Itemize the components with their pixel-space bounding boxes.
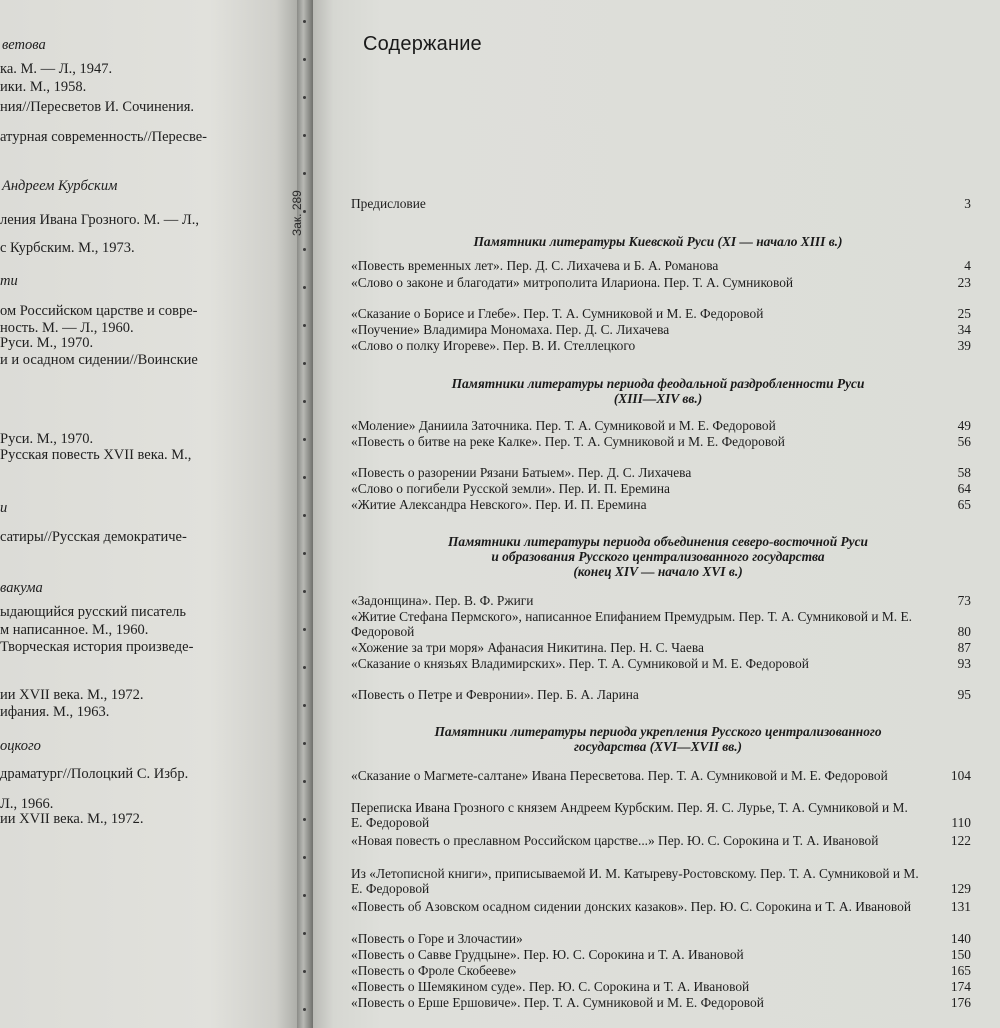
right-page — [313, 0, 1000, 1028]
toc-entry-page: 95 — [957, 687, 971, 702]
section-heading-line: Памятники литературы Киевской Руси (XI — начало XIII в.) — [473, 234, 843, 249]
toc-entry-page: 49 — [957, 418, 971, 433]
left-page — [0, 0, 300, 1028]
left-page-line: ния//Пересветов И. Сочинения. — [0, 99, 195, 115]
stitch-mark — [303, 666, 306, 669]
toc-entry-page: 65 — [957, 497, 971, 512]
toc-entry-title: «Сказание о князьях Владимирских». Пер. Т. А. Сумниковой и М. Е. Федоровой — [351, 656, 809, 671]
toc-entry[interactable] — [351, 980, 971, 995]
toc-entry[interactable] — [351, 276, 971, 291]
left-page-line: сатиры//Русская демократиче- — [0, 529, 187, 545]
toc-entry-page: 129 — [950, 880, 971, 896]
toc-entry[interactable] — [351, 435, 971, 450]
toc-entry-title: «Повесть об Азовском осадном сидении донских казаков». Пер. Ю. С. Сорокина и Т. А. Ивановой — [351, 899, 911, 914]
toc-entry[interactable] — [351, 932, 971, 947]
stitch-mark — [303, 552, 306, 555]
toc-entry-title: «Хожение за три моря» Афанасия Никитина. Пер. Н. С. Чаева — [351, 640, 704, 655]
stitch-mark — [303, 362, 306, 365]
left-page-line: м написанное. М., 1960. — [0, 622, 149, 638]
toc-entry[interactable] — [351, 197, 971, 212]
stitch-mark — [303, 20, 306, 23]
toc-entry[interactable] — [351, 964, 971, 979]
toc-entry-page: 104 — [950, 768, 971, 783]
section-heading-line: Памятники литературы периода укрепления Русского централизованного — [434, 724, 882, 739]
toc-entry[interactable] — [351, 867, 971, 896]
stitch-mark — [303, 894, 306, 897]
left-page-line: Андреем Курбским — [2, 178, 118, 194]
toc-entry-page: 93 — [957, 656, 971, 671]
toc-entry-page: 56 — [957, 434, 971, 449]
left-page-line: ка. М. — Л., 1947. — [0, 61, 113, 77]
section-heading — [353, 534, 963, 579]
stitch-mark — [303, 704, 306, 707]
left-page-line: Л., 1966. — [0, 796, 54, 812]
stitch-mark — [303, 932, 306, 935]
stitch-mark — [303, 590, 306, 593]
left-page-line: ии XVII века. М., 1972. — [0, 687, 144, 703]
toc-entry-title: Переписка Ивана Грозного с князем Андреем Курбским. Пер. Я. С. Лурье, Т. А. Сумниковой и М. Е. Федоровой — [351, 800, 908, 830]
stitch-mark — [303, 134, 306, 137]
stitch-mark — [303, 324, 306, 327]
stitch-mark — [303, 1008, 306, 1011]
stitch-mark — [303, 286, 306, 289]
toc-entry-page: 39 — [957, 338, 971, 353]
left-page-line: ии XVII века. М., 1972. — [0, 811, 144, 827]
left-page-line: ветова — [2, 37, 46, 53]
left-page-line: ыдающийся русский писатель — [0, 604, 186, 620]
toc-entry[interactable] — [351, 610, 971, 639]
toc-entry-title: «Повесть о Петре и Февронии». Пер. Б. А. Ларина — [351, 687, 639, 702]
stitch-mark — [303, 248, 306, 251]
toc-entry[interactable] — [351, 466, 971, 481]
toc-entry-title: «Повесть о разорении Рязани Батыем». Пер. Д. С. Лихачева — [351, 465, 692, 480]
toc-entry-title: «Слово о законе и благодати» митрополита Илариона. Пер. Т. А. Сумниковой — [351, 275, 794, 290]
stitch-mark — [303, 58, 306, 61]
toc-entry-title: «Сказание о Борисе и Глебе». Пер. Т. А. Сумниковой и М. Е. Федоровой — [351, 306, 764, 321]
toc-entry-title: «Моление» Даниила Заточника. Пер. Т. А. Сумниковой и М. Е. Федоровой — [351, 418, 776, 433]
left-page-line: ления Ивана Грозного. М. — Л., — [0, 212, 200, 228]
toc-entry[interactable] — [351, 323, 971, 338]
left-page-line: Руси. М., 1970. — [0, 335, 94, 351]
toc-entry-page: 23 — [957, 275, 971, 290]
section-heading — [353, 376, 963, 406]
toc-entry-title: «Повесть о Горе и Злочастии» — [351, 931, 523, 946]
section-heading-line: Памятники литературы периода объединения северо-восточной Руси — [448, 534, 868, 549]
toc-entry-title: «Житие Стефана Пермского», написанное Епифанием Премудрым. Пер. Т. А. Сумниковой и М. Е. Федоровой — [351, 609, 913, 639]
toc-entry-title: «Повесть о Ерше Ершовиче». Пер. Т. А. Сумниковой и М. Е. Федоровой — [351, 995, 764, 1010]
toc-entry-page: 3 — [964, 196, 971, 211]
toc-entry-title: «Повесть о Шемякином суде». Пер. Ю. С. Сорокина и Т. А. Ивановой — [351, 979, 750, 994]
toc-entry[interactable] — [351, 498, 971, 513]
stitch-mark — [303, 400, 306, 403]
stitch-mark — [303, 970, 306, 973]
section-heading-line: Памятники литературы периода феодальной раздробленности Руси — [451, 376, 865, 391]
page-title: Содержание — [363, 33, 482, 55]
toc-entry[interactable] — [351, 594, 971, 609]
left-page-line: Руси. М., 1970. — [0, 431, 94, 447]
toc-entry-page: 122 — [950, 833, 971, 848]
toc-entry-title: Предисловие — [351, 196, 426, 211]
toc-entry-title: «Слово о погибели Русской земли». Пер. И. П. Еремина — [351, 481, 670, 496]
toc-entry-page: 165 — [950, 963, 971, 978]
section-heading-line: (конец XIV — начало XVI в.) — [573, 564, 743, 579]
toc-entry-title: «Задонщина». Пер. В. Ф. Ржиги — [351, 593, 534, 608]
toc-entry-page: 174 — [950, 979, 971, 994]
stitch-mark — [303, 628, 306, 631]
toc-entry[interactable] — [351, 307, 971, 322]
stitch-mark — [303, 96, 306, 99]
left-page-line: ти — [0, 273, 18, 289]
left-page-line: и — [0, 500, 8, 516]
stitch-mark — [303, 780, 306, 783]
stitch-mark — [303, 514, 306, 517]
toc-entry-title: «Повесть о Савве Грудцыне». Пер. Ю. С. Сорокина и Т. А. Ивановой — [351, 947, 744, 962]
left-page-line: ность. М. — Л., 1960. — [0, 320, 134, 336]
book-spine — [297, 0, 313, 1028]
section-heading — [353, 724, 963, 754]
toc-entry-page: 176 — [950, 995, 971, 1010]
left-page-line: ом Российском царстве и совре- — [0, 303, 198, 319]
left-page-line: оцкого — [0, 738, 41, 754]
toc-entry-page: 140 — [950, 931, 971, 946]
toc-entry-title: «Сказание о Магмете-салтане» Ивана Пересветова. Пер. Т. А. Сумниковой и М. Е. Федоровой — [351, 768, 888, 783]
stitch-mark — [303, 438, 306, 441]
left-page-line: ики. М., 1958. — [0, 79, 87, 95]
toc-entry-page: 25 — [957, 306, 971, 321]
toc-entry-page: 80 — [957, 623, 971, 639]
left-page-line: вакума — [0, 580, 43, 596]
toc-entry-page: 34 — [957, 322, 971, 337]
toc-entry[interactable] — [351, 339, 971, 354]
toc-entry-page: 150 — [950, 947, 971, 962]
section-heading — [353, 234, 963, 249]
toc-entry-page: 73 — [957, 593, 971, 608]
section-heading-line: (XIII—XIV вв.) — [613, 391, 703, 406]
toc-entry-title: «Повесть о Фроле Скобееве» — [351, 963, 517, 978]
section-heading-line: и образования Русского централизованного государства — [491, 549, 825, 564]
left-page-line: Творческая история произведе- — [0, 639, 194, 655]
toc-entry[interactable] — [351, 259, 971, 274]
toc-entry-page: 87 — [957, 640, 971, 655]
toc-entry[interactable] — [351, 801, 971, 830]
toc-entry-title: «Слово о полку Игореве». Пер. В. И. Стеллецкого — [351, 338, 636, 353]
toc-entry[interactable] — [351, 657, 971, 672]
left-page-line: ифания. М., 1963. — [0, 704, 110, 720]
toc-entry[interactable] — [351, 900, 971, 915]
left-page-line: драматург//Полоцкий С. Избр. — [0, 766, 189, 782]
left-page-line: и и осадном сидении//Воинские — [0, 352, 198, 368]
toc-entry-title: «Поучение» Владимира Мономаха. Пер. Д. С. Лихачева — [351, 322, 670, 337]
left-page-line: Русская повесть XVII века. М., — [0, 447, 192, 463]
toc-entry-page: 64 — [957, 481, 971, 496]
toc-entry-page: 110 — [951, 814, 971, 830]
stitch-mark — [303, 742, 306, 745]
toc-entry-title: «Повесть временных лет». Пер. Д. С. Лихачева и Б. А. Романова — [351, 258, 719, 273]
left-page-line: с Курбским. М., 1973. — [0, 240, 135, 256]
toc-entry-title: Из «Летописной книги», приписываемой И. М. Катыреву-Ростовскому. Пер. Т. А. Сумниковой и М. Е. Федоровой — [351, 866, 919, 896]
stitch-mark — [303, 818, 306, 821]
spine-mark: Зак. 289 — [290, 190, 304, 236]
toc-entry-title: «Повесть о битве на реке Калке». Пер. Т. А. Сумниковой и М. Е. Федоровой — [351, 434, 785, 449]
section-heading-line: государства (XVI—XVII вв.) — [573, 739, 743, 754]
stitch-mark — [303, 172, 306, 175]
toc-entry[interactable] — [351, 769, 971, 784]
toc-entry-page: 58 — [957, 465, 971, 480]
toc-entry-title: «Житие Александра Невского». Пер. И. П. Еремина — [351, 497, 647, 512]
toc-entry-title: «Новая повесть о преславном Российском царстве...» Пер. Ю. С. Сорокина и Т. А. Ивановой — [351, 833, 879, 848]
stitch-mark — [303, 476, 306, 479]
toc-entry[interactable] — [351, 482, 971, 497]
toc-entry-page: 4 — [964, 258, 971, 273]
toc-entry[interactable] — [351, 419, 971, 434]
left-page-line: атурная современность//Пересве- — [0, 129, 208, 145]
toc-entry[interactable] — [351, 834, 971, 849]
toc-entry[interactable] — [351, 688, 971, 703]
toc-entry-page: 131 — [950, 899, 971, 914]
stitch-mark — [303, 856, 306, 859]
toc-entry[interactable] — [351, 948, 971, 963]
toc-entry[interactable] — [351, 996, 971, 1011]
toc-entry[interactable] — [351, 641, 971, 656]
